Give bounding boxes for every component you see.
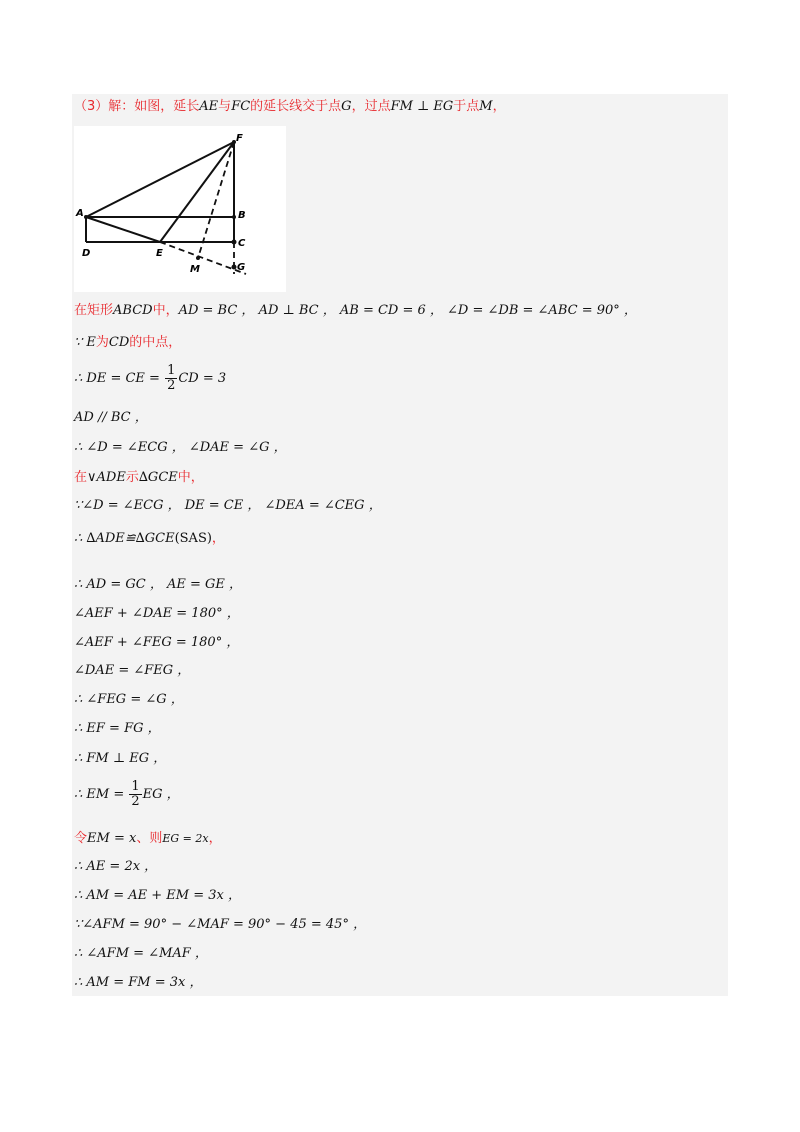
l3-pre: ∴ DE = CE =	[74, 371, 165, 386]
l1-abcd: ABCD	[113, 303, 153, 318]
point-g	[232, 265, 237, 270]
line-aef-feg	[74, 634, 239, 652]
l16-post: EG ，	[142, 787, 180, 802]
intro-m: M	[479, 99, 493, 114]
point-c	[232, 240, 237, 245]
l14: ∴ EF = FG ，	[74, 721, 161, 736]
label-d: D	[82, 248, 91, 259]
line-let-em	[74, 830, 222, 848]
l7: ∵∠D = ∠ECG ， DE = CE ， ∠DEA = ∠CEG ，	[74, 498, 382, 513]
point-m	[196, 256, 200, 260]
l19: ∴ AM = AE + EM = 3x ，	[74, 888, 241, 903]
l8-pre: ∴ ∆ADE≌∆GCE	[74, 531, 175, 546]
l2-wei: 为	[95, 335, 109, 350]
l20: ∵∠AFM = 90° − ∠MAF = 90° − 45 = 45° ，	[74, 917, 367, 932]
l3-den: 2	[167, 378, 176, 393]
l1-math: AD = BC ， AD ⊥ BC ， AB = CD = 6 ， ∠D = ∠DB = ∠ABC = 90° ，	[178, 303, 637, 318]
line-aef-dae	[74, 605, 240, 623]
l2-cd: CD	[108, 335, 130, 350]
l17-em: EM = x	[87, 831, 137, 846]
fraction-half-2	[129, 780, 141, 809]
l11: ∠AEF + ∠FEG = 180° ，	[74, 635, 240, 650]
fraction-half	[165, 364, 177, 393]
l12: ∠DAE = ∠FEG ，	[74, 663, 191, 678]
line-rectangle	[74, 302, 637, 320]
l10: ∠AEF + ∠DAE = 180° ，	[74, 606, 240, 621]
l3-post: CD = 3	[178, 371, 227, 386]
geometry-diagram	[74, 126, 286, 292]
line-triangles	[74, 469, 204, 487]
line-midpoint	[74, 334, 181, 352]
line-fm-eg	[74, 750, 166, 768]
intro-part-label: （3）解：如图，延长	[74, 99, 200, 114]
label-m: M	[190, 264, 200, 275]
l2-tail: 的中点，	[129, 335, 182, 350]
line-afm-maf	[74, 945, 208, 963]
label-c: C	[238, 238, 246, 249]
intro-and: 与	[218, 99, 232, 114]
line-ad-gc	[74, 576, 242, 594]
l15: ∴ FM ⊥ EG ，	[74, 751, 167, 766]
l17-tail: ，	[208, 831, 222, 846]
line-conditions	[74, 497, 382, 515]
l17-ze: 、则	[136, 831, 163, 846]
label-g: G	[237, 262, 246, 273]
label-e: E	[156, 248, 163, 259]
intro-g: G	[341, 99, 352, 114]
l18: ∴ AE = 2x ，	[74, 859, 158, 874]
l9: ∴ AD = GC ， AE = GE ，	[74, 577, 243, 592]
intro-fm-eg: FM ⊥ EG	[390, 99, 454, 114]
intro-fc: FC	[231, 99, 251, 114]
l6-tri1: ∨ADE	[87, 470, 126, 485]
l16-pre: ∴ EM =	[74, 787, 129, 802]
geometry-figure	[74, 126, 286, 292]
l1-pre: 在矩形	[74, 303, 114, 318]
segment-fm-dashed	[198, 142, 234, 258]
l6-pre: 在	[74, 470, 88, 485]
point-a	[84, 215, 88, 219]
l13: ∴ ∠FEG = ∠G ，	[74, 692, 184, 707]
l17-ling: 令	[74, 831, 88, 846]
l8-tail: ，	[211, 531, 225, 546]
label-b: B	[238, 210, 246, 221]
l6-zhong: 中，	[177, 470, 204, 485]
l21: ∴ ∠AFM = ∠MAF ，	[74, 946, 208, 961]
label-f: F	[236, 133, 243, 144]
l2-because: ∵ E	[74, 335, 96, 350]
intro-tail: ，	[492, 99, 506, 114]
line-de-ce	[74, 364, 226, 393]
l3-num: 1	[167, 363, 176, 378]
line-angles	[74, 439, 287, 457]
l22: ∴ AM = FM = 3x ，	[74, 975, 203, 990]
line-congruent	[74, 530, 225, 548]
l8-sas: (SAS)	[174, 531, 212, 546]
line-am-3x	[74, 887, 241, 905]
l4: AD // BC ，	[74, 410, 148, 425]
segment-ef	[160, 142, 234, 242]
segment-af	[86, 142, 234, 217]
l17-eg: EG = 2x	[162, 832, 209, 845]
line-afm-45	[74, 916, 366, 934]
l6-shi: 示	[125, 470, 139, 485]
l1-mid: 中，	[152, 303, 179, 318]
intro-ae: AE	[199, 99, 219, 114]
l16-num: 1	[131, 779, 140, 794]
intro-ext: 的延长线交于点	[250, 99, 342, 114]
intro-through: ，过点	[351, 99, 391, 114]
line-am-fm	[74, 974, 202, 992]
line-parallel	[74, 409, 148, 427]
segment-ae	[86, 217, 160, 242]
line-dae-feg	[74, 662, 190, 680]
l16-den: 2	[131, 794, 140, 809]
label-a: A	[76, 208, 84, 219]
intro-foot: 于点	[453, 99, 480, 114]
line-feg-g	[74, 691, 184, 709]
line-ef-fg	[74, 720, 161, 738]
l5: ∴ ∠D = ∠ECG ， ∠DAE = ∠G ，	[74, 440, 287, 455]
point-b	[232, 215, 236, 219]
line-ae-2x	[74, 858, 157, 876]
l6-tri2: ∆GCE	[138, 470, 178, 485]
line-em-half	[74, 780, 180, 809]
intro-line	[74, 98, 506, 116]
